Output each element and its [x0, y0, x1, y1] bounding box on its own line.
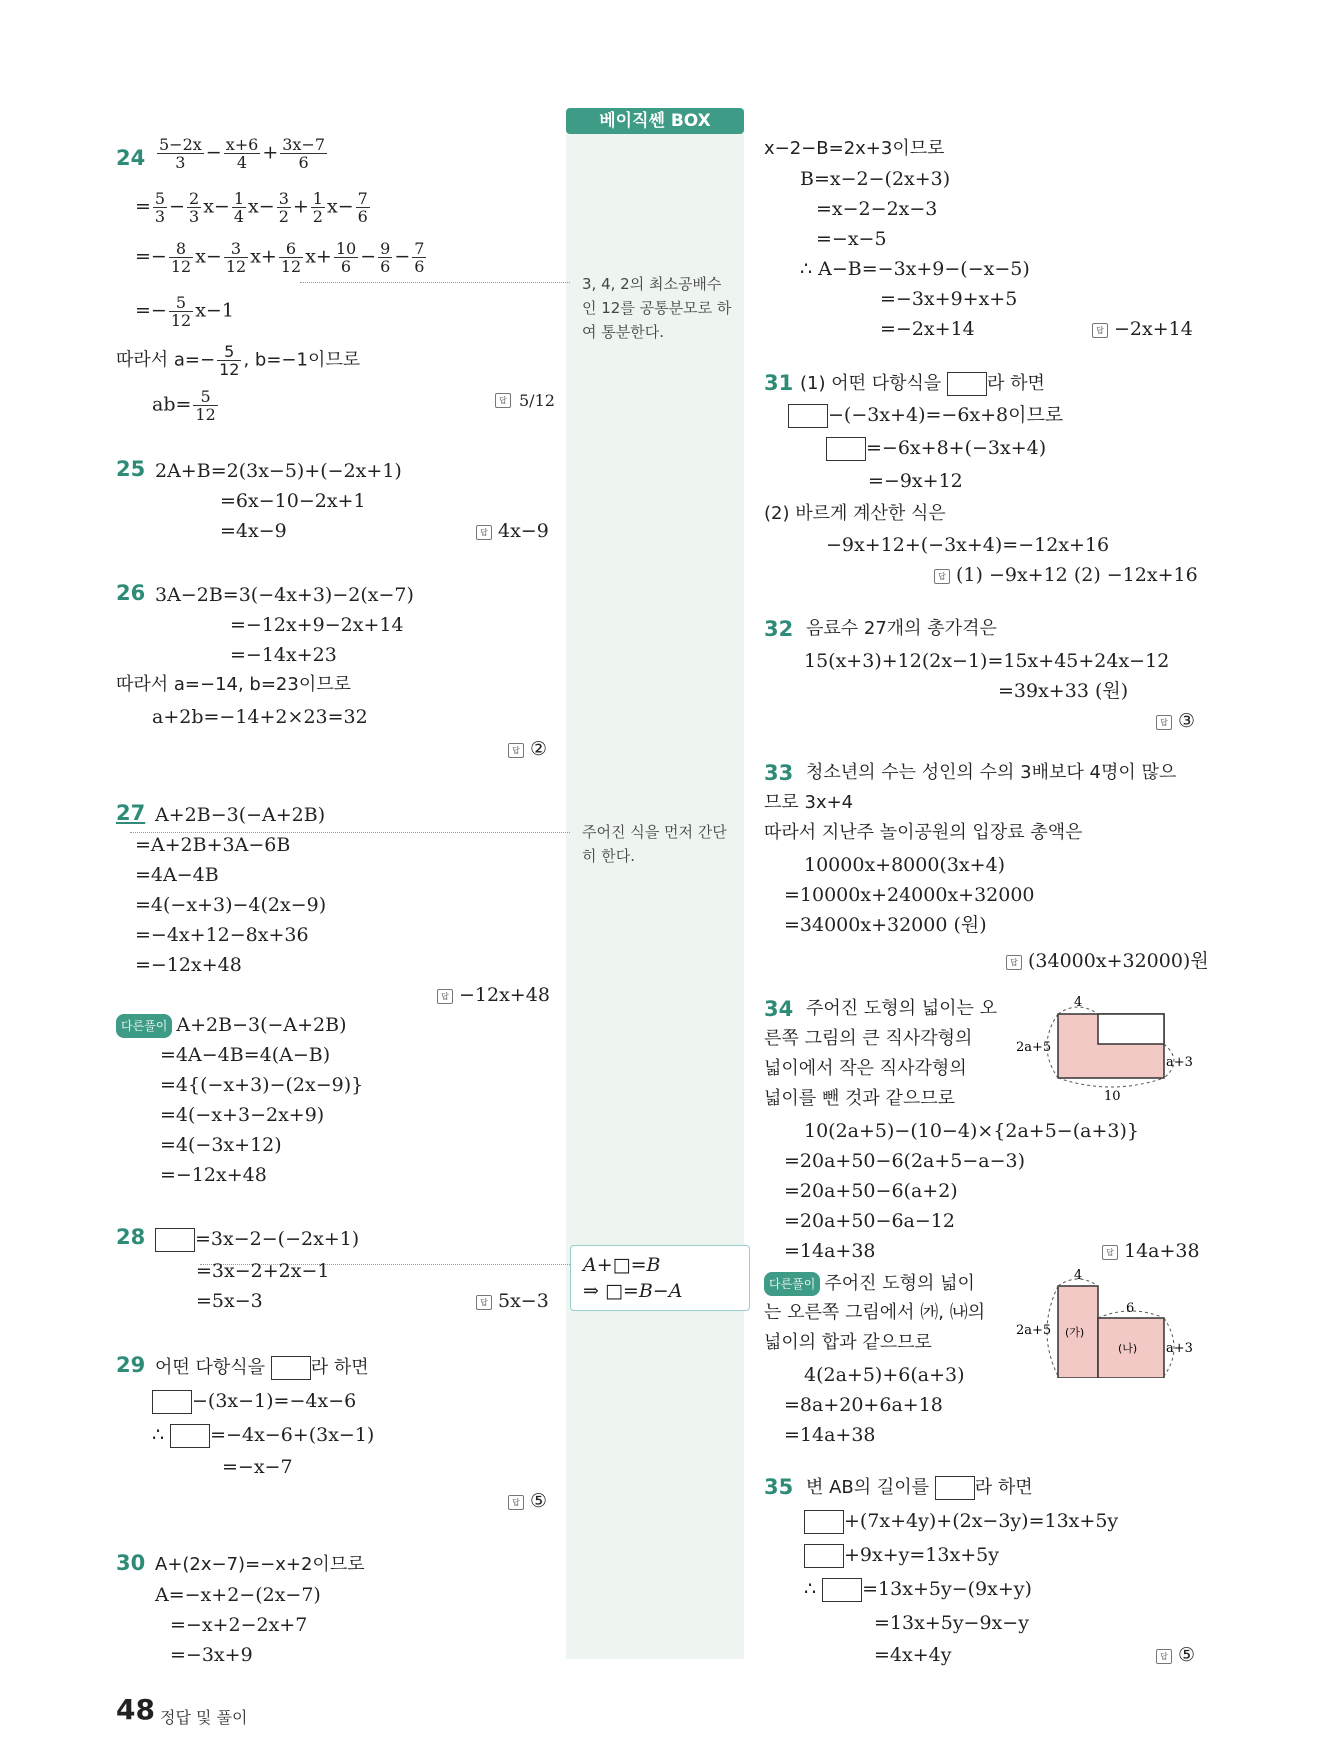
blank-box: [804, 1544, 844, 1568]
blank-box: [155, 1228, 195, 1252]
p24-answer: 답 5/12: [495, 388, 557, 410]
answer-icon: 답: [934, 569, 950, 584]
p28-line1: =3x−2−(−2x+1): [155, 1228, 359, 1252]
p34-alt-line1: 다른풀이 주어진 도형의 넓이: [764, 1272, 975, 1296]
figure-34-label-bottom: 10: [1104, 1089, 1121, 1104]
p24-line3: =− $\frac{8}{12}$ x− $\frac{3}{12}$ x+ $\frac{6}{12}$ x+ $\frac{10}{6}$ − $\frac{9}{6}$ − $\frac{7}{6}$: [135, 239, 425, 276]
connector-24: [300, 282, 570, 283]
p35-line2: +(7x+4y)+(2x−3y)=13x+5y: [804, 1510, 1118, 1534]
blank-box: [271, 1356, 311, 1380]
page-number: 48: [116, 1693, 155, 1726]
p24-line1: $\frac{5-2x}{3}$ − $\frac{x+6}{4}$ + $\frac{3x-7}{6}$: [159, 135, 326, 172]
sidebar-note-box: A+□=B ⇒ □=B−A: [570, 1245, 750, 1311]
p34-answer: 답 14a+38: [1102, 1240, 1200, 1262]
basic-box-title: 베이직쎈 BOX: [566, 108, 744, 134]
sidebar-note-simplify: 주어진 식을 먼저 간단 히 한다.: [582, 823, 727, 865]
p28-answer: 답 5x−3: [476, 1290, 549, 1312]
figure-34-alt: [1008, 1268, 1198, 1378]
p33-answer: 답 (34000x+32000)원: [1006, 946, 1209, 973]
figure-34-label-top: 4: [1074, 996, 1083, 1010]
blank-box: [826, 437, 866, 461]
answer-icon: 답: [476, 525, 492, 540]
basic-box-column: [566, 114, 744, 1659]
answer-icon: 답: [1102, 1245, 1118, 1260]
answer-icon: 답: [437, 989, 453, 1004]
blank-box: [804, 1510, 844, 1534]
p24-line2: = $\frac{5}{3}$ − $\frac{2}{3}$ x− $\frac{1}{4}$ x− $\frac{3}{2}$ + $\frac{1}{2}$ x− $\frac{7}{6}$: [135, 189, 368, 226]
blank-box: [170, 1424, 210, 1448]
p27-alt-line1: 다른풀이 A+2B−3(−A+2B): [116, 1014, 347, 1038]
p35-line1: 변 AB의 길이를 라 하면: [806, 1477, 1033, 1498]
answer-icon: 답: [1156, 1649, 1172, 1664]
p30-answer: 답 −2x+14: [1092, 318, 1193, 340]
footer-label: 정답 및 풀이: [160, 1708, 248, 1727]
answer-icon: 답: [1092, 323, 1108, 338]
figure-34-alt-label-top: 4: [1074, 1268, 1083, 1283]
blank-box: [822, 1578, 862, 1602]
figure-34-label-left: 2a+5: [1016, 1040, 1052, 1055]
answer-icon: 답: [476, 1295, 492, 1310]
figure-34-alt-label-ga: (가): [1065, 1326, 1085, 1339]
blank-box: [788, 404, 828, 428]
figure-34-alt-label-mid: 6: [1126, 1301, 1135, 1316]
p31-line2: −(−3x+4)=−6x+8이므로: [788, 404, 1063, 428]
p32-answer: 답 ③: [1156, 710, 1195, 732]
blank-box: [947, 372, 987, 396]
blank-box: [935, 1476, 975, 1500]
blank-box: [152, 1390, 192, 1414]
p29-line1: 어떤 다항식을 라 하면: [155, 1357, 369, 1378]
answer-icon: 답: [508, 1495, 524, 1510]
figure-34-alt-label-right: a+3: [1166, 1341, 1193, 1356]
p27-answer: 답 −12x+48: [437, 984, 550, 1006]
p29-answer: 답 ⑤: [508, 1490, 547, 1512]
p31-answer: 답 (1) −9x+12 (2) −12x+16: [934, 564, 1198, 586]
figure-34-alt-label-left: 2a+5: [1016, 1323, 1052, 1338]
answer-icon: 답: [1156, 715, 1172, 730]
figure-34-cutout: [1098, 1014, 1164, 1044]
p26-answer: 답 ②: [508, 738, 547, 760]
figure-34-label-right: a+3: [1166, 1055, 1193, 1070]
p29-line2: −(3x−1)=−4x−6: [152, 1390, 356, 1414]
p24-line6: ab= $\frac{5}{12}$: [152, 387, 216, 424]
figure-34-main: [1008, 996, 1198, 1111]
p35-line3: +9x+y=13x+5y: [804, 1544, 999, 1568]
p25-answer: 답 4x−9: [476, 520, 549, 542]
p24-line4: =− $\frac{5}{12}$ x−1: [135, 293, 234, 330]
p29-line3: ∴ =−4x−6+(3x−1): [152, 1424, 375, 1446]
sidebar-note-lcm: 3, 4, 2의 최소공배수 인 12를 공통분모로 하 여 통분한다.: [582, 275, 732, 341]
figure-34-alt-label-na: (나): [1118, 1342, 1138, 1355]
p31-line1: (1) 어떤 다항식을 라 하면: [800, 373, 1045, 394]
p35-line4: ∴ =13x+5y−(9x+y): [804, 1578, 1032, 1600]
answer-icon: 답: [1006, 955, 1022, 970]
p35-answer: 답 ⑤: [1156, 1644, 1195, 1666]
answer-icon: 답: [508, 743, 524, 758]
answer-icon: 답: [495, 393, 511, 408]
connector-27: [130, 832, 570, 833]
p31-line3: =−6x+8+(−3x+4): [826, 437, 1046, 461]
p24-line5: 따라서 a=− $\frac{5}{12}$ , b=−1이므로: [116, 342, 361, 379]
